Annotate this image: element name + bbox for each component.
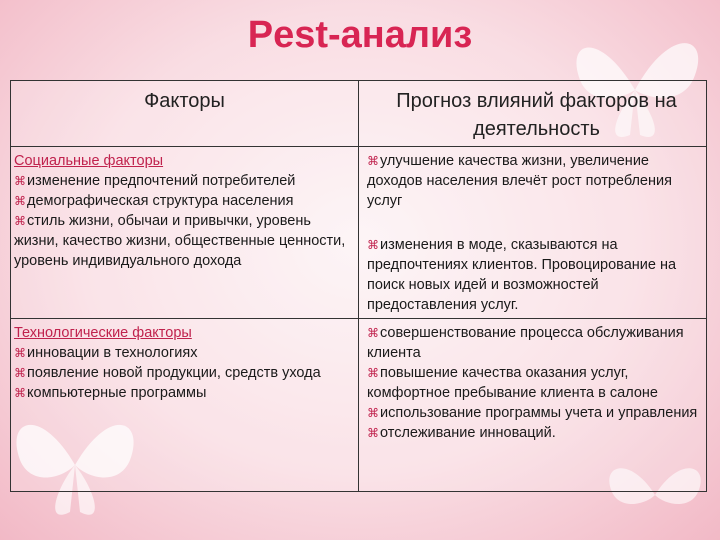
bullet-icon: ⌘ xyxy=(14,386,26,400)
list-item: ⌘улучшение качества жизни, увеличение доходов населения влечёт рост потребления услуг xyxy=(367,153,672,209)
slide-title: Pest-анализ xyxy=(247,14,473,56)
bullet-icon: ⌘ xyxy=(14,214,26,228)
tech-factors-heading: Технологические факторы xyxy=(14,325,192,341)
row-divider xyxy=(11,318,706,319)
tech-factors-cell xyxy=(14,323,356,403)
list-item: ⌘совершенствование процесса обслуживания клиента xyxy=(367,325,684,361)
list-item: ⌘демографическая структура населения xyxy=(14,193,294,209)
list-item: ⌘изменение предпочтений потребителей xyxy=(14,173,296,189)
list-item: ⌘стиль жизни, обычаи и привычки, уровень жизни, качество жизни, общественные ценности, уровень индивидуального дохода xyxy=(14,213,346,269)
social-factors-heading: Социальные факторы xyxy=(14,153,164,169)
bullet-icon: ⌘ xyxy=(367,238,379,252)
header-factors: Факторы xyxy=(144,90,225,112)
pest-table xyxy=(10,80,707,492)
tech-forecast-cell xyxy=(367,323,702,443)
list-item: ⌘отслеживание инноваций. xyxy=(367,425,556,441)
bullet-icon: ⌘ xyxy=(367,406,379,420)
header-forecast: Прогноз влияний факторов на деятельность xyxy=(396,90,677,140)
bullet-icon: ⌘ xyxy=(367,366,379,380)
bullet-icon: ⌘ xyxy=(367,426,379,440)
list-item: ⌘повышение качества оказания услуг, комфортное пребывание клиента в салоне xyxy=(367,365,658,401)
column-divider xyxy=(358,81,359,491)
list-item: ⌘инновации в технологиях xyxy=(14,345,198,361)
header-divider xyxy=(11,146,706,147)
social-factors-cell xyxy=(14,151,356,271)
bullet-icon: ⌘ xyxy=(14,346,26,360)
list-item: ⌘изменения в моде, сказываются на предпочтениях клиентов. Провоцирование на поиск новых идей и возможностей предоставления услуг. xyxy=(367,237,677,313)
bullet-icon: ⌘ xyxy=(14,174,26,188)
list-item: ⌘использование программы учета и управления xyxy=(367,405,698,421)
social-forecast-cell xyxy=(367,151,702,315)
list-item: ⌘появление новой продукции, средств ухода xyxy=(14,365,321,381)
bullet-icon: ⌘ xyxy=(14,366,26,380)
bullet-icon: ⌘ xyxy=(367,154,379,168)
bullet-icon: ⌘ xyxy=(14,194,26,208)
bullet-icon: ⌘ xyxy=(367,326,379,340)
list-item: ⌘компьютерные программы xyxy=(14,385,207,401)
